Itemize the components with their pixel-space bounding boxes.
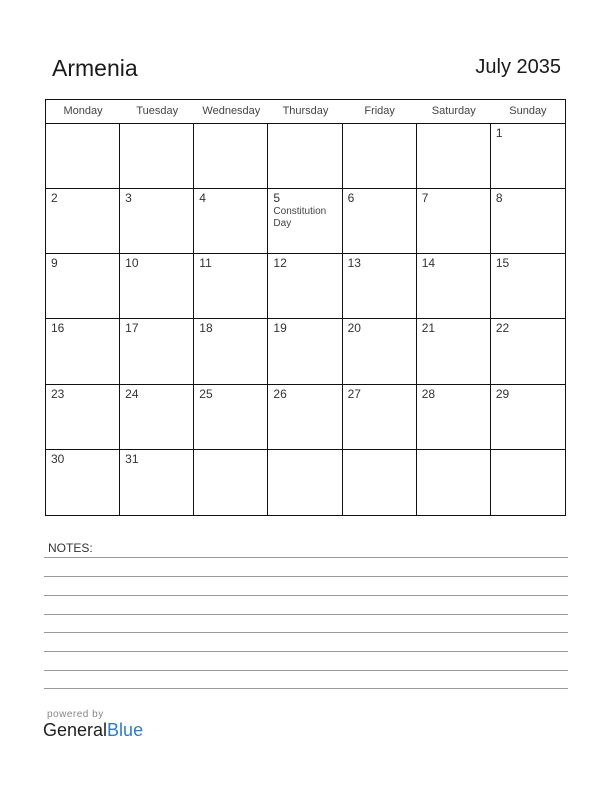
day-number: 4 xyxy=(199,191,206,206)
day-number: 25 xyxy=(199,386,213,401)
day-cell xyxy=(268,385,342,450)
day-number: 1 xyxy=(495,126,503,140)
day-number: 3 xyxy=(125,191,132,206)
day-cell xyxy=(46,254,120,319)
day-number: 17 xyxy=(125,321,139,336)
day-cell xyxy=(268,124,342,189)
notes-line xyxy=(44,576,568,577)
day-cell xyxy=(46,189,120,254)
weekday-sunday: Sunday xyxy=(509,105,547,117)
day-number: 27 xyxy=(347,386,361,401)
day-number: 21 xyxy=(421,321,436,336)
notes-label: NOTES: xyxy=(48,541,93,555)
day-cell xyxy=(194,385,268,450)
weekday-header-row xyxy=(46,100,565,124)
weekday-tuesday: Tuesday xyxy=(136,105,179,117)
day-cell xyxy=(343,124,417,189)
day-number: 23 xyxy=(51,386,65,401)
day-cell xyxy=(194,124,268,189)
day-cell xyxy=(491,385,565,450)
day-number: 14 xyxy=(421,256,436,271)
day-cell xyxy=(268,319,342,384)
calendar-grid xyxy=(45,99,566,516)
notes-line xyxy=(44,557,568,558)
day-cell xyxy=(194,254,268,319)
day-cells xyxy=(46,124,565,515)
notes-line xyxy=(44,632,568,633)
day-cell xyxy=(491,254,565,319)
powered-by-text: powered by xyxy=(47,709,104,720)
day-cell xyxy=(268,189,342,254)
day-cell xyxy=(417,319,491,384)
day-number: 22 xyxy=(495,321,510,336)
day-cell xyxy=(343,319,417,384)
day-number: 30 xyxy=(51,451,65,466)
day-number: 19 xyxy=(273,321,287,336)
notes-line xyxy=(44,688,568,689)
day-cell xyxy=(343,189,417,254)
day-cell xyxy=(491,124,565,189)
day-cell xyxy=(194,450,268,515)
brand-general: General xyxy=(43,720,108,740)
day-number: 29 xyxy=(495,386,510,401)
day-number: 2 xyxy=(51,191,58,206)
day-number: 24 xyxy=(125,386,139,401)
day-cell xyxy=(491,189,565,254)
country-title: Armenia xyxy=(52,55,138,81)
day-cell xyxy=(417,385,491,450)
day-cell xyxy=(417,450,491,515)
day-number: 28 xyxy=(421,386,436,401)
day-cell xyxy=(120,254,194,319)
notes-line xyxy=(44,651,568,652)
day-number: 20 xyxy=(347,321,361,336)
notes-line xyxy=(44,670,568,671)
day-number: 18 xyxy=(199,321,213,336)
day-number: 15 xyxy=(495,256,510,271)
day-number: 13 xyxy=(347,256,361,271)
notes-line xyxy=(44,595,568,596)
day-cell xyxy=(417,254,491,319)
weekday-thursday: Thursday xyxy=(282,105,329,117)
holiday-label: Constitution Day xyxy=(273,206,327,230)
day-cell xyxy=(491,450,565,515)
day-cell xyxy=(417,124,491,189)
day-cell xyxy=(120,124,194,189)
day-cell xyxy=(46,385,120,450)
day-number: 5 xyxy=(273,191,281,206)
day-cell xyxy=(46,450,120,515)
day-number: 26 xyxy=(273,386,287,401)
notes-line xyxy=(44,614,568,615)
day-cell xyxy=(417,189,491,254)
day-number: 9 xyxy=(51,256,58,271)
day-cell xyxy=(46,124,120,189)
day-number: 16 xyxy=(51,321,65,336)
day-number: 11 xyxy=(199,256,212,271)
day-cell xyxy=(120,319,194,384)
weekday-saturday: Saturday xyxy=(431,105,476,117)
generalblue-logo xyxy=(43,720,143,741)
day-cell xyxy=(194,189,268,254)
day-number: 12 xyxy=(273,256,287,271)
day-cell xyxy=(194,319,268,384)
day-number: 6 xyxy=(347,191,355,206)
day-cell xyxy=(120,385,194,450)
day-number: 7 xyxy=(421,191,429,206)
day-cell xyxy=(268,254,342,319)
day-cell xyxy=(120,189,194,254)
day-number: 10 xyxy=(125,256,139,271)
month-year-title: July 2035 xyxy=(475,56,561,78)
brand-blue: Blue xyxy=(107,720,144,740)
weekday-wednesday: Wednesday xyxy=(202,105,261,117)
weekday-friday: Friday xyxy=(364,105,395,117)
day-cell xyxy=(120,450,194,515)
day-cell xyxy=(343,385,417,450)
day-number: 31 xyxy=(125,451,139,466)
day-cell xyxy=(46,319,120,384)
day-cell xyxy=(268,450,342,515)
day-cell xyxy=(343,450,417,515)
day-cell xyxy=(491,319,565,384)
weekday-monday: Monday xyxy=(63,105,103,117)
day-cell xyxy=(343,254,417,319)
day-number: 8 xyxy=(495,191,503,206)
